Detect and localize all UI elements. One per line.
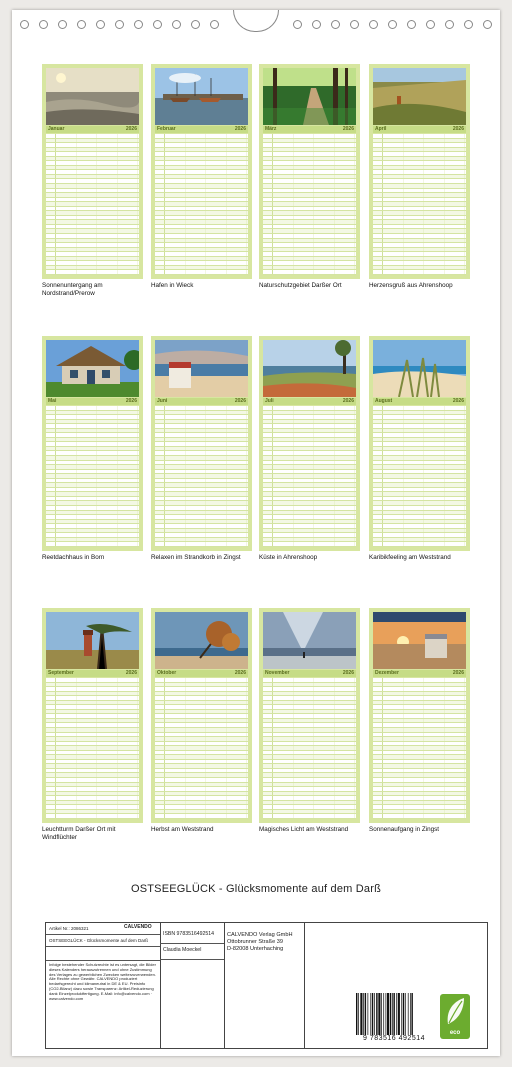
month-header	[263, 398, 356, 405]
barcode-bar	[363, 993, 364, 1035]
month-year: 2026	[234, 126, 246, 132]
barcode-bar	[374, 993, 375, 1035]
barcode-bar	[378, 993, 380, 1035]
barcode-bar	[356, 993, 357, 1035]
day-row	[373, 542, 466, 547]
day-grid	[155, 678, 248, 819]
month-name: November	[265, 670, 290, 676]
month-photo	[46, 612, 139, 669]
day-grid	[373, 406, 466, 547]
month-caption: Sonnenuntergang am Nordstrand/Prerow	[42, 282, 103, 297]
day-row	[155, 542, 248, 547]
barcode-bar	[411, 993, 412, 1035]
barcode	[354, 993, 434, 1037]
month-frame	[259, 336, 360, 551]
calvendo-logo: CALVENDO	[124, 924, 152, 930]
month-photo	[46, 68, 139, 125]
month-frame	[151, 608, 252, 823]
month-name: Juni	[157, 398, 168, 404]
month-caption: Magisches Licht am Weststrand	[259, 826, 349, 833]
day-grid	[46, 406, 139, 547]
day-row	[46, 814, 139, 819]
month-year: 2026	[125, 126, 137, 132]
barcode-bar	[398, 993, 400, 1035]
month-name: Juli	[265, 398, 274, 404]
month-caption: Karibikfeeling am Weststrand	[369, 554, 451, 561]
barcode-bar	[392, 993, 393, 1035]
day-grid	[155, 134, 248, 275]
month-year: 2026	[342, 126, 354, 132]
barcode-bar	[358, 993, 359, 1035]
month-caption: Reetdachhaus in Born	[42, 554, 105, 561]
barcode-bar	[386, 993, 387, 1035]
day-grid	[373, 134, 466, 275]
day-grid	[155, 406, 248, 547]
barcode-bar	[387, 993, 389, 1035]
month-frame	[151, 336, 252, 551]
month-name: August	[375, 398, 393, 404]
barcode-bar	[381, 993, 382, 1035]
day-grid	[373, 678, 466, 819]
day-row	[373, 270, 466, 275]
month-header	[373, 670, 466, 677]
barcode-bar	[365, 993, 366, 1035]
eco-badge	[440, 994, 470, 1039]
month-header	[46, 398, 139, 405]
month-caption: Herbst am Weststrand	[151, 826, 214, 833]
month-photo	[373, 68, 466, 125]
month-name: September	[48, 670, 74, 676]
day-row	[155, 270, 248, 275]
barcode-bar	[401, 993, 402, 1035]
day-grid	[263, 678, 356, 819]
month-year: 2026	[234, 398, 246, 404]
barcode-bar	[360, 993, 362, 1035]
month-photo	[263, 612, 356, 669]
month-photo	[373, 612, 466, 669]
month-photo	[155, 340, 248, 397]
day-grid	[263, 406, 356, 547]
barcode-bar	[393, 993, 394, 1035]
month-frame	[42, 608, 143, 823]
month-header	[155, 126, 248, 133]
imprint-box	[45, 922, 488, 1049]
month-name: Oktober	[157, 670, 177, 676]
day-row	[46, 542, 139, 547]
day-row	[263, 270, 356, 275]
day-grid	[46, 678, 139, 819]
month-photo	[373, 340, 466, 397]
month-frame	[42, 336, 143, 551]
months-grid	[12, 10, 500, 1056]
product-line: OSTSEEGLÜCK - Glücksmomente auf dem Darß	[49, 938, 149, 943]
publisher-name: CALVENDO Verlag GmbH	[227, 932, 293, 938]
month-name: Dezember	[375, 670, 399, 676]
month-year: 2026	[452, 126, 464, 132]
barcode-bar	[390, 993, 391, 1035]
month-year: 2026	[342, 670, 354, 676]
month-name: Februar	[157, 126, 176, 132]
barcode-bar	[372, 993, 373, 1035]
leaf-icon	[440, 994, 470, 1028]
barcode-bar	[368, 993, 369, 1035]
month-photo	[263, 68, 356, 125]
month-name: Januar	[48, 126, 65, 132]
month-photo	[263, 340, 356, 397]
month-caption: Relaxen im Strandkorb in Zingst	[151, 554, 241, 561]
calendar-title: OSTSEEGLÜCK - Glücksmomente auf dem Darß	[130, 883, 382, 895]
day-grid	[46, 134, 139, 275]
month-name: März	[265, 126, 277, 132]
month-header	[155, 398, 248, 405]
month-frame	[151, 64, 252, 279]
month-photo	[155, 612, 248, 669]
month-header	[46, 670, 139, 677]
month-header	[263, 670, 356, 677]
month-header	[373, 398, 466, 405]
month-caption: Naturschutzgebiet Darßer Ort	[259, 282, 342, 289]
month-frame	[259, 64, 360, 279]
publisher-street: Ottobrunner Straße 39	[227, 939, 283, 945]
publisher-city: D-82008 Unterhaching	[227, 946, 284, 952]
month-caption: Herzensgruß aus Ahrenshoop	[369, 282, 453, 289]
day-row	[263, 814, 356, 819]
eco-label: eco	[449, 1030, 461, 1036]
month-frame	[259, 608, 360, 823]
month-frame	[369, 608, 470, 823]
month-photo	[155, 68, 248, 125]
month-caption: Küste in Ahrenshoop	[259, 554, 318, 561]
month-photo	[46, 340, 139, 397]
month-year: 2026	[125, 398, 137, 404]
calendar-sheet	[12, 10, 500, 1056]
barcode-bar	[370, 993, 371, 1035]
day-grid	[263, 134, 356, 275]
month-year: 2026	[125, 670, 137, 676]
month-header	[155, 670, 248, 677]
month-frame	[42, 64, 143, 279]
author: Claudia Moeckel	[163, 947, 202, 953]
barcode-bar	[410, 993, 411, 1035]
barcode-bar	[408, 993, 409, 1035]
month-caption: Leuchtturm Darßer Ort mit Windflüchter	[42, 826, 116, 841]
barcode-number: 9 783516 492514	[363, 1035, 425, 1042]
day-row	[263, 542, 356, 547]
legal-text: Infolge bestehender Schutzrechte ist es untersagt, die Bilder dieses Kalenders herauszutrennen und ohne Zustimmung des Verlages zu gewerblichen Zwecken weiterzuverwenden. Alle Rechte ohne Gewähr. CALVENDO produziert bedarfsgerecht und klimaneutral in DE & EU. Preisinfo (CO2-Bilanz) dazu sowie Transparenz: Artikel-Reduzierung dank Einzelproduktfertigung. E-Mail: info@calvendo.com · www.calvendo.com	[49, 962, 156, 1001]
day-row	[373, 814, 466, 819]
month-year: 2026	[234, 670, 246, 676]
barcode-bar	[383, 993, 384, 1035]
month-year: 2026	[452, 398, 464, 404]
month-year: 2026	[342, 398, 354, 404]
day-row	[46, 270, 139, 275]
barcode-bar	[403, 993, 404, 1035]
month-caption: Hafen in Wieck	[151, 282, 194, 289]
isbn: ISBN 9783516492514	[163, 931, 215, 937]
month-header	[373, 126, 466, 133]
month-header	[46, 126, 139, 133]
month-frame	[369, 64, 470, 279]
article-number: Artikel Nr.: 2086321	[49, 926, 89, 931]
month-year: 2026	[452, 670, 464, 676]
barcode-bar	[405, 993, 406, 1035]
month-name: Mai	[48, 398, 57, 404]
month-header	[263, 126, 356, 133]
month-frame	[369, 336, 470, 551]
barcode-bar	[396, 993, 397, 1035]
barcode-bar	[376, 993, 377, 1035]
month-caption: Sonnenaufgang in Zingst	[369, 826, 440, 833]
month-name: April	[375, 126, 387, 132]
day-row	[155, 814, 248, 819]
